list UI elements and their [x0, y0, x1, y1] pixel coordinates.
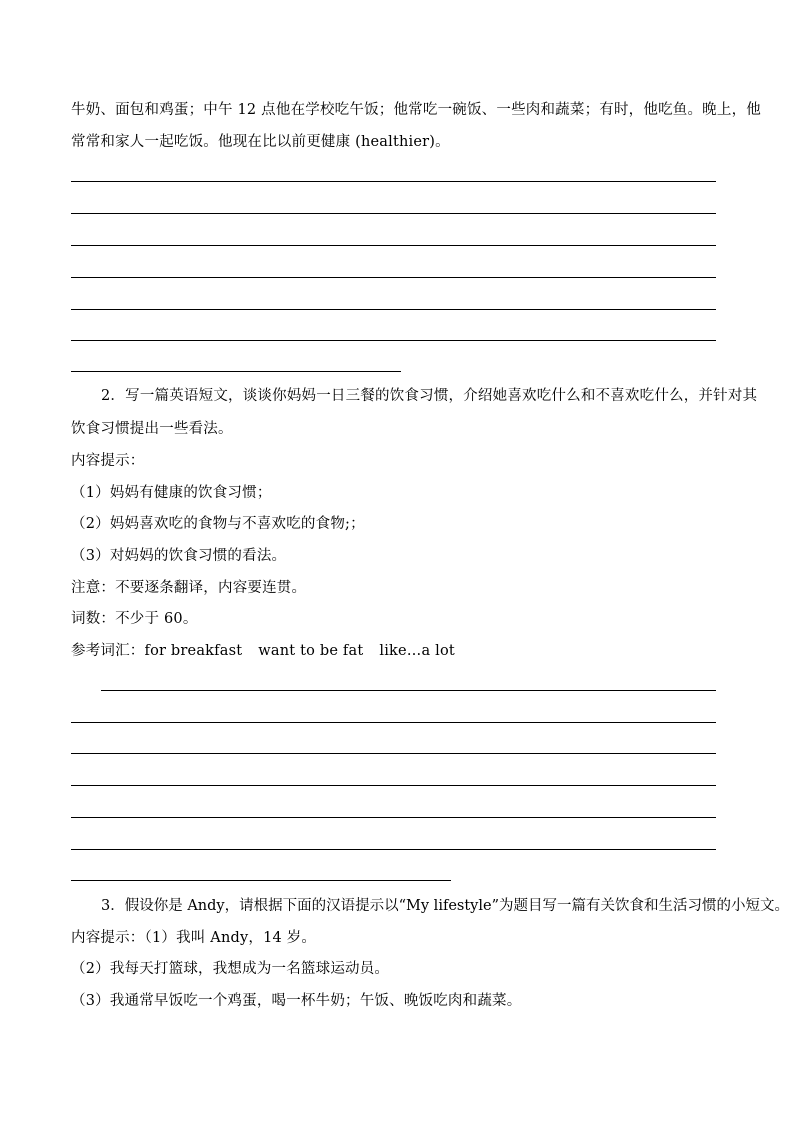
question-3-hint-3: （3）我通常早饭吃一个鸡蛋，喝一杯牛奶；午饭、晚饭吃肉和蔬菜。 — [71, 993, 522, 1009]
question-2-hint-2: （2）妈妈喜欢吃的食物与不喜欢吃的食物;； — [71, 516, 365, 532]
answer-line[interactable] — [71, 277, 716, 278]
answer-line[interactable] — [71, 817, 716, 818]
answer-line[interactable] — [71, 849, 716, 850]
answer-line[interactable] — [71, 340, 716, 341]
question-2-hint-title: 内容提示： — [71, 453, 145, 469]
question-2-word-count: 词数：不少于 60。 — [71, 611, 198, 627]
vocab-item: like…a lot — [379, 643, 455, 659]
answer-line[interactable] — [71, 785, 716, 786]
question-2-prompt-line-1: 2．写一篇英语短文，谈谈你妈妈一日三餐的饮食习惯，介绍她喜欢吃什么和不喜欢吃什么，并针对其 — [101, 388, 758, 404]
question-2-hint-3: （3）对妈妈的饮食习惯的看法。 — [71, 548, 287, 564]
question-3-hint-2: （2）我每天打篮球，我想成为一名篮球运动员。 — [71, 961, 390, 977]
answer-line[interactable] — [71, 309, 716, 310]
answer-line-short[interactable] — [71, 880, 451, 881]
question-2-prompt-line-2: 饮食习惯提出一些看法。 — [71, 421, 233, 437]
answer-line[interactable] — [71, 213, 716, 214]
question-3-prompt: 3．假设你是 Andy，请根据下面的汉语提示以“My lifestyle”为题目写一篇有关饮食和生活习惯的小短文。 — [101, 898, 789, 914]
intro-line-2: 常常和家人一起吃饭。他现在比以前更健康 (healthier)。 — [71, 134, 450, 150]
vocab-item: for breakfast — [144, 643, 243, 659]
answer-line[interactable] — [71, 753, 716, 754]
question-2-note: 注意：不要逐条翻译，内容要连贯。 — [71, 580, 307, 596]
vocab-item: want to be fat — [258, 643, 364, 659]
answer-line[interactable] — [71, 245, 716, 246]
answer-line-indented[interactable] — [101, 690, 716, 691]
answer-line-short[interactable] — [71, 371, 401, 372]
question-2-hint-1: （1）妈妈有健康的饮食习惯； — [71, 485, 272, 501]
question-3-hint-1: 内容提示：（1）我叫 Andy，14 岁。 — [71, 930, 317, 946]
answer-line[interactable] — [71, 181, 716, 182]
intro-line-1: 牛奶、面包和鸡蛋；中午 12 点他在学校吃午饭；他常吃一碗饭、一些肉和蔬菜；有时，他吃鱼。晚上，他 — [71, 102, 761, 118]
question-2-vocab — [71, 641, 471, 661]
vocab-label: 参考词汇： — [71, 643, 145, 659]
answer-line[interactable] — [71, 722, 716, 723]
